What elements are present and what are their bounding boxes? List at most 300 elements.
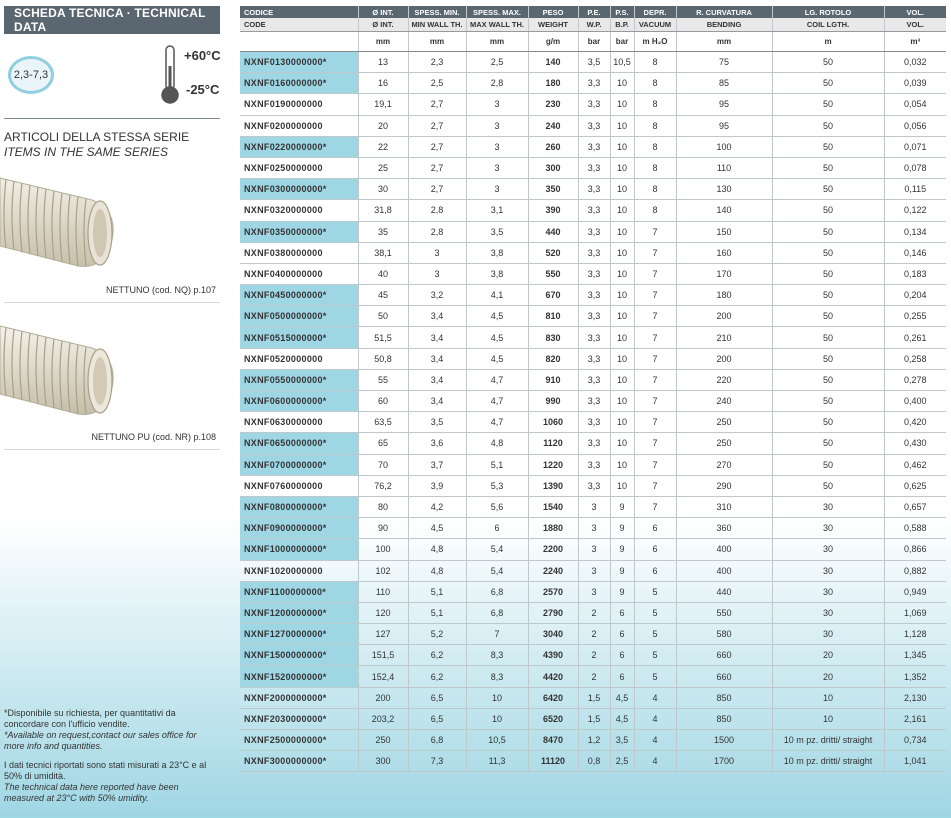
- column-header-en: B.P.: [610, 18, 634, 32]
- burst-pressure-cell: 2,5: [610, 751, 634, 772]
- column-header-it: VOL.: [884, 6, 946, 18]
- volume-cell: 0,734: [884, 730, 946, 751]
- max-wall-cell: 4,1: [466, 285, 528, 306]
- vacuum-cell: 8: [634, 157, 676, 178]
- working-pressure-cell: 3,3: [578, 157, 610, 178]
- weight-cell: 260: [528, 136, 578, 157]
- product-code-cell: NXNF1270000000*: [240, 624, 358, 645]
- max-wall-cell: 3: [466, 94, 528, 115]
- coil-length-cell: 50: [772, 52, 884, 73]
- burst-pressure-cell: 10,5: [610, 52, 634, 73]
- product-code-cell: NXNF0515000000*: [240, 327, 358, 348]
- product-code-cell: NXNF0350000000*: [240, 221, 358, 242]
- weight-cell: 6520: [528, 708, 578, 729]
- product-code-cell: NXNF1200000000*: [240, 602, 358, 623]
- weight-cell: 810: [528, 306, 578, 327]
- vacuum-cell: 5: [634, 624, 676, 645]
- product-code-cell: NXNF1500000000*: [240, 645, 358, 666]
- burst-pressure-cell: 10: [610, 136, 634, 157]
- inner-diameter-cell: 22: [358, 136, 408, 157]
- max-wall-cell: 5,4: [466, 539, 528, 560]
- column-header-it: R. CURVATURA: [676, 6, 772, 18]
- table-row: [240, 263, 946, 284]
- inner-diameter-cell: 250: [358, 730, 408, 751]
- inner-diameter-cell: 25: [358, 157, 408, 178]
- working-pressure-cell: 3: [578, 581, 610, 602]
- inner-diameter-cell: 40: [358, 263, 408, 284]
- volume-cell: 0,420: [884, 412, 946, 433]
- volume-cell: 0,183: [884, 263, 946, 284]
- hose-image-icon: [0, 320, 118, 430]
- weight-cell: 520: [528, 242, 578, 263]
- coil-length-cell: 50: [772, 348, 884, 369]
- bending-radius-cell: 660: [676, 666, 772, 687]
- min-wall-cell: 6,2: [408, 645, 466, 666]
- burst-pressure-cell: 6: [610, 645, 634, 666]
- bending-radius-cell: 850: [676, 687, 772, 708]
- vacuum-cell: 8: [634, 115, 676, 136]
- product-code-cell: NXNF0300000000*: [240, 179, 358, 200]
- min-wall-cell: 6,5: [408, 687, 466, 708]
- bending-radius-cell: 85: [676, 73, 772, 94]
- bending-radius-cell: 170: [676, 263, 772, 284]
- working-pressure-cell: 2: [578, 602, 610, 623]
- column-header-it: LG. ROTOLO: [772, 6, 884, 18]
- burst-pressure-cell: 9: [610, 496, 634, 517]
- coil-length-cell: 30: [772, 518, 884, 539]
- inner-diameter-cell: 31,8: [358, 200, 408, 221]
- min-wall-cell: 6,5: [408, 708, 466, 729]
- table-row: [240, 179, 946, 200]
- product-code-cell: NXNF0200000000: [240, 115, 358, 136]
- working-pressure-cell: 2: [578, 624, 610, 645]
- volume-cell: 0,258: [884, 348, 946, 369]
- table-row: [240, 666, 946, 687]
- related-item-label: NETTUNO (cod. NQ) p.107: [105, 285, 216, 295]
- table-row: [240, 136, 946, 157]
- min-wall-cell: 2,8: [408, 221, 466, 242]
- temp-low: -25°C: [186, 82, 220, 97]
- column-header-en: MAX WALL TH.: [466, 18, 528, 32]
- product-code-cell: NXNF0130000000*: [240, 52, 358, 73]
- volume-cell: 0,056: [884, 115, 946, 136]
- product-code-cell: NXNF2500000000*: [240, 730, 358, 751]
- min-wall-cell: 5,1: [408, 602, 466, 623]
- product-code-cell: NXNF0520000000: [240, 348, 358, 369]
- column-header-en: BENDING: [676, 18, 772, 32]
- burst-pressure-cell: 10: [610, 221, 634, 242]
- burst-pressure-cell: 9: [610, 560, 634, 581]
- working-pressure-cell: 3,3: [578, 136, 610, 157]
- working-pressure-cell: 3,3: [578, 475, 610, 496]
- working-pressure-cell: 3,5: [578, 52, 610, 73]
- technical-data-table: [240, 6, 946, 772]
- bending-radius-cell: 95: [676, 115, 772, 136]
- volume-cell: 0,115: [884, 179, 946, 200]
- burst-pressure-cell: 10: [610, 179, 634, 200]
- column-unit: mm: [408, 32, 466, 52]
- bending-radius-cell: 100: [676, 136, 772, 157]
- vacuum-cell: 7: [634, 285, 676, 306]
- burst-pressure-cell: 10: [610, 433, 634, 454]
- coil-length-cell: 30: [772, 624, 884, 645]
- inner-diameter-cell: 16: [358, 73, 408, 94]
- coil-length-cell: 50: [772, 157, 884, 178]
- burst-pressure-cell: 10: [610, 475, 634, 496]
- working-pressure-cell: 1,2: [578, 730, 610, 751]
- inner-diameter-cell: 102: [358, 560, 408, 581]
- working-pressure-cell: 3,3: [578, 454, 610, 475]
- coil-length-cell: 50: [772, 412, 884, 433]
- table-row: [240, 412, 946, 433]
- bending-radius-cell: 95: [676, 94, 772, 115]
- burst-pressure-cell: 10: [610, 157, 634, 178]
- inner-diameter-cell: 152,4: [358, 666, 408, 687]
- table-row: [240, 751, 946, 772]
- inner-diameter-cell: 60: [358, 391, 408, 412]
- table-row: [240, 730, 946, 751]
- working-pressure-cell: 3,3: [578, 200, 610, 221]
- vacuum-cell: 7: [634, 475, 676, 496]
- volume-cell: 0,204: [884, 285, 946, 306]
- bending-radius-cell: 1700: [676, 751, 772, 772]
- weight-cell: 2240: [528, 560, 578, 581]
- product-code-cell: NXNF1020000000: [240, 560, 358, 581]
- coil-length-cell: 50: [772, 221, 884, 242]
- column-header-it: Ø INT.: [358, 6, 408, 18]
- inner-diameter-cell: 100: [358, 539, 408, 560]
- min-wall-cell: 6,8: [408, 730, 466, 751]
- weight-cell: 440: [528, 221, 578, 242]
- vacuum-cell: 8: [634, 136, 676, 157]
- volume-cell: 1,041: [884, 751, 946, 772]
- burst-pressure-cell: 10: [610, 73, 634, 94]
- coil-length-cell: 50: [772, 306, 884, 327]
- table-row: [240, 560, 946, 581]
- vacuum-cell: 7: [634, 348, 676, 369]
- volume-cell: 0,054: [884, 94, 946, 115]
- inner-diameter-cell: 90: [358, 518, 408, 539]
- weight-cell: 230: [528, 94, 578, 115]
- coil-length-cell: 50: [772, 475, 884, 496]
- vacuum-cell: 6: [634, 518, 676, 539]
- bending-radius-cell: 1500: [676, 730, 772, 751]
- vacuum-cell: 7: [634, 327, 676, 348]
- burst-pressure-cell: 10: [610, 412, 634, 433]
- max-wall-cell: 4,7: [466, 412, 528, 433]
- working-pressure-cell: 3: [578, 539, 610, 560]
- thermometer-icon: [158, 44, 182, 106]
- coil-length-cell: 50: [772, 327, 884, 348]
- coil-length-cell: 30: [772, 560, 884, 581]
- coil-length-cell: 50: [772, 285, 884, 306]
- working-pressure-cell: 2: [578, 645, 610, 666]
- inner-diameter-cell: 20: [358, 115, 408, 136]
- column-unit: mm: [466, 32, 528, 52]
- bending-radius-cell: 150: [676, 221, 772, 242]
- max-wall-cell: 4,7: [466, 369, 528, 390]
- coil-length-cell: 10: [772, 708, 884, 729]
- table-row: [240, 200, 946, 221]
- column-header-it: P.S.: [610, 6, 634, 18]
- min-wall-cell: 2,7: [408, 136, 466, 157]
- coil-length-cell: 30: [772, 602, 884, 623]
- burst-pressure-cell: 10: [610, 242, 634, 263]
- weight-cell: 830: [528, 327, 578, 348]
- weight-cell: 390: [528, 200, 578, 221]
- table-row: [240, 242, 946, 263]
- column-header-it: PESO: [528, 6, 578, 18]
- column-unit: [240, 32, 358, 52]
- working-pressure-cell: 3,3: [578, 306, 610, 327]
- column-header-it: P.E.: [578, 6, 610, 18]
- bending-radius-cell: 250: [676, 412, 772, 433]
- product-code-cell: NXNF0900000000*: [240, 518, 358, 539]
- temp-high: +60°C: [184, 48, 221, 63]
- product-code-cell: NXNF0500000000*: [240, 306, 358, 327]
- inner-diameter-cell: 51,5: [358, 327, 408, 348]
- min-wall-cell: 2,5: [408, 73, 466, 94]
- product-code-cell: NXNF0220000000*: [240, 136, 358, 157]
- column-unit: mm: [676, 32, 772, 52]
- weight-cell: 8470: [528, 730, 578, 751]
- bending-radius-cell: 110: [676, 157, 772, 178]
- working-pressure-cell: 3: [578, 496, 610, 517]
- max-wall-cell: 10: [466, 708, 528, 729]
- note-availability-en: *Available on request,contact our sales office for more info and quantities.: [4, 730, 197, 751]
- weight-cell: 1060: [528, 412, 578, 433]
- weight-cell: 3040: [528, 624, 578, 645]
- max-wall-cell: 2,8: [466, 73, 528, 94]
- inner-diameter-cell: 13: [358, 52, 408, 73]
- bending-radius-cell: 180: [676, 285, 772, 306]
- weight-cell: 350: [528, 179, 578, 200]
- max-wall-cell: 3: [466, 179, 528, 200]
- column-header-en: CODE: [240, 18, 358, 32]
- vacuum-cell: 8: [634, 94, 676, 115]
- column-header-en: COIL LGTH.: [772, 18, 884, 32]
- min-wall-cell: 4,8: [408, 560, 466, 581]
- volume-cell: 0,866: [884, 539, 946, 560]
- weight-cell: 670: [528, 285, 578, 306]
- footnotes: [4, 708, 216, 804]
- bending-radius-cell: 160: [676, 242, 772, 263]
- bending-radius-cell: 200: [676, 306, 772, 327]
- table-row: [240, 52, 946, 73]
- product-code-cell: NXNF3000000000*: [240, 751, 358, 772]
- max-wall-cell: 8,3: [466, 666, 528, 687]
- note-measure-en: The technical data here reported have been measured at 23°C with 50% umidity.: [4, 782, 179, 803]
- burst-pressure-cell: 10: [610, 94, 634, 115]
- vacuum-cell: 6: [634, 539, 676, 560]
- burst-pressure-cell: 4,5: [610, 687, 634, 708]
- inner-diameter-cell: 76,2: [358, 475, 408, 496]
- inner-diameter-cell: 70: [358, 454, 408, 475]
- weight-cell: 910: [528, 369, 578, 390]
- volume-cell: 0,039: [884, 73, 946, 94]
- vacuum-cell: 5: [634, 666, 676, 687]
- coil-length-cell: 50: [772, 200, 884, 221]
- inner-diameter-cell: 55: [358, 369, 408, 390]
- table-row: [240, 327, 946, 348]
- weight-cell: 1120: [528, 433, 578, 454]
- product-code-cell: NXNF0650000000*: [240, 433, 358, 454]
- weight-cell: 2790: [528, 602, 578, 623]
- info-panel: [0, 0, 220, 818]
- product-code-cell: NXNF0630000000: [240, 412, 358, 433]
- max-wall-cell: 7: [466, 624, 528, 645]
- product-code-cell: NXNF0550000000*: [240, 369, 358, 390]
- bending-radius-cell: 310: [676, 496, 772, 517]
- table-row: [240, 624, 946, 645]
- burst-pressure-cell: 4,5: [610, 708, 634, 729]
- weight-cell: 1880: [528, 518, 578, 539]
- weight-cell: 11120: [528, 751, 578, 772]
- min-wall-cell: 3,7: [408, 454, 466, 475]
- coil-length-cell: 50: [772, 369, 884, 390]
- column-header-en: VOL.: [884, 18, 946, 32]
- bending-radius-cell: 290: [676, 475, 772, 496]
- bending-radius-cell: 580: [676, 624, 772, 645]
- product-code-cell: NXNF1100000000*: [240, 581, 358, 602]
- min-wall-cell: 4,8: [408, 539, 466, 560]
- vacuum-cell: 7: [634, 454, 676, 475]
- hose-image-icon: [0, 170, 118, 280]
- volume-cell: 0,657: [884, 496, 946, 517]
- vacuum-cell: 7: [634, 412, 676, 433]
- column-header-it: SPESS. MIN.: [408, 6, 466, 18]
- burst-pressure-cell: 9: [610, 518, 634, 539]
- inner-diameter-cell: 30: [358, 179, 408, 200]
- max-wall-cell: 4,5: [466, 348, 528, 369]
- working-pressure-cell: 3,3: [578, 94, 610, 115]
- table-row: [240, 581, 946, 602]
- max-wall-cell: 6,8: [466, 581, 528, 602]
- burst-pressure-cell: 6: [610, 624, 634, 645]
- max-wall-cell: 4,5: [466, 327, 528, 348]
- max-wall-cell: 8,3: [466, 645, 528, 666]
- working-pressure-cell: 3,3: [578, 263, 610, 284]
- bending-radius-cell: 400: [676, 560, 772, 581]
- column-unit: m: [772, 32, 884, 52]
- coil-length-cell: 50: [772, 179, 884, 200]
- table-row: [240, 708, 946, 729]
- max-wall-cell: 3: [466, 115, 528, 136]
- max-wall-cell: 3,8: [466, 242, 528, 263]
- max-wall-cell: 5,1: [466, 454, 528, 475]
- volume-cell: 1,352: [884, 666, 946, 687]
- coil-length-cell: 50: [772, 136, 884, 157]
- burst-pressure-cell: 10: [610, 454, 634, 475]
- table-row: [240, 391, 946, 412]
- volume-cell: 0,462: [884, 454, 946, 475]
- min-wall-cell: 3,4: [408, 391, 466, 412]
- vacuum-cell: 7: [634, 496, 676, 517]
- inner-diameter-cell: 203,2: [358, 708, 408, 729]
- coil-length-cell: 50: [772, 263, 884, 284]
- max-wall-cell: 2,5: [466, 52, 528, 73]
- series-title-en: ITEMS IN THE SAME SERIES: [4, 145, 169, 159]
- note-measure-it: I dati tecnici riportati sono stati misurati a 23°C e al 50% di umidità.: [4, 760, 207, 781]
- vacuum-cell: 5: [634, 602, 676, 623]
- coil-length-cell: 50: [772, 115, 884, 136]
- vacuum-cell: 7: [634, 391, 676, 412]
- working-pressure-cell: 1,5: [578, 687, 610, 708]
- min-wall-cell: 3,4: [408, 327, 466, 348]
- vacuum-cell: 8: [634, 179, 676, 200]
- weight-cell: 1540: [528, 496, 578, 517]
- volume-cell: 0,032: [884, 52, 946, 73]
- volume-cell: 0,078: [884, 157, 946, 178]
- table-row: [240, 157, 946, 178]
- inner-diameter-cell: 151,5: [358, 645, 408, 666]
- vacuum-cell: 7: [634, 242, 676, 263]
- coil-length-cell: 50: [772, 94, 884, 115]
- product-code-cell: NXNF2000000000*: [240, 687, 358, 708]
- vacuum-cell: 8: [634, 52, 676, 73]
- table-row: [240, 115, 946, 136]
- max-wall-cell: 3,5: [466, 221, 528, 242]
- bending-radius-cell: 140: [676, 200, 772, 221]
- table-row: [240, 518, 946, 539]
- burst-pressure-cell: 6: [610, 602, 634, 623]
- header-row-en: [240, 18, 946, 32]
- weight-cell: 6420: [528, 687, 578, 708]
- coil-length-cell: 20: [772, 666, 884, 687]
- volume-cell: 1,069: [884, 602, 946, 623]
- max-wall-cell: 3,1: [466, 200, 528, 221]
- inner-diameter-cell: 63,5: [358, 412, 408, 433]
- product-code-cell: NXNF0600000000*: [240, 391, 358, 412]
- product-code-cell: NXNF0450000000*: [240, 285, 358, 306]
- product-code-cell: NXNF0320000000: [240, 200, 358, 221]
- min-wall-cell: 3,4: [408, 348, 466, 369]
- series-title: [4, 130, 189, 160]
- working-pressure-cell: 3,3: [578, 433, 610, 454]
- divider: [4, 118, 220, 119]
- volume-cell: 0,122: [884, 200, 946, 221]
- coil-length-cell: 10: [772, 687, 884, 708]
- min-wall-cell: 4,5: [408, 518, 466, 539]
- max-wall-cell: 4,7: [466, 391, 528, 412]
- burst-pressure-cell: 3,5: [610, 730, 634, 751]
- product-code-cell: NXNF0380000000: [240, 242, 358, 263]
- volume-cell: 0,882: [884, 560, 946, 581]
- burst-pressure-cell: 10: [610, 327, 634, 348]
- burst-pressure-cell: 9: [610, 581, 634, 602]
- coil-length-cell: 30: [772, 581, 884, 602]
- vacuum-cell: 4: [634, 751, 676, 772]
- vacuum-cell: 6: [634, 560, 676, 581]
- max-wall-cell: 4,5: [466, 306, 528, 327]
- table-row: [240, 348, 946, 369]
- column-header-en: WEIGHT: [528, 18, 578, 32]
- max-wall-cell: 11,3: [466, 751, 528, 772]
- vacuum-cell: 7: [634, 221, 676, 242]
- vacuum-cell: 4: [634, 730, 676, 751]
- vacuum-cell: 7: [634, 306, 676, 327]
- bending-radius-cell: 360: [676, 518, 772, 539]
- product-code-cell: NXNF0190000000: [240, 94, 358, 115]
- min-wall-cell: 2,7: [408, 115, 466, 136]
- volume-cell: 2,130: [884, 687, 946, 708]
- product-code-cell: NXNF0760000000: [240, 475, 358, 496]
- inner-diameter-cell: 110: [358, 581, 408, 602]
- volume-cell: 0,255: [884, 306, 946, 327]
- min-wall-cell: 2,7: [408, 179, 466, 200]
- column-header-it: CODICE: [240, 6, 358, 18]
- max-wall-cell: 5,3: [466, 475, 528, 496]
